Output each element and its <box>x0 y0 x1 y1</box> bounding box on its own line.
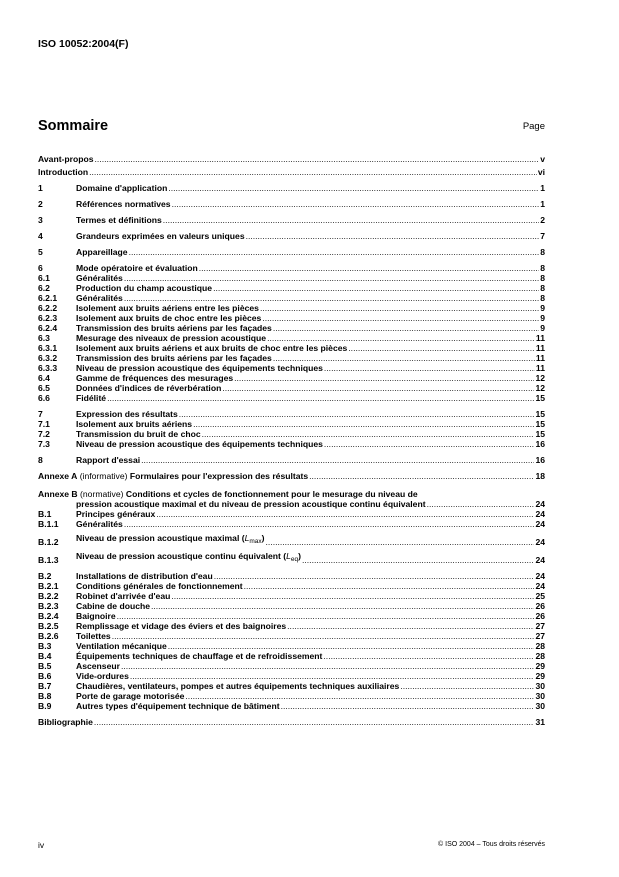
leader-dots <box>151 601 534 611</box>
toc-entry[interactable] <box>38 303 545 313</box>
toc-entry[interactable] <box>38 571 545 581</box>
toc-number: B.1 <box>38 509 52 519</box>
toc-page: 11 <box>535 363 545 373</box>
toc-page: 26 <box>535 601 545 611</box>
leader-dots <box>185 691 534 701</box>
leader-dots <box>107 393 534 403</box>
toc-entry[interactable] <box>38 154 545 164</box>
toc-page: 27 <box>535 621 545 631</box>
toc-title: Toilettes <box>76 631 111 641</box>
toc-entry[interactable] <box>38 283 545 293</box>
toc-page: 28 <box>535 651 545 661</box>
toc-page: 7 <box>540 231 545 241</box>
paren: ) <box>261 533 265 543</box>
leader-dots <box>273 353 535 363</box>
toc-page: 11 <box>535 333 545 343</box>
toc-entry[interactable] <box>38 393 545 403</box>
toc-page: 9 <box>540 303 545 313</box>
toc-entry[interactable] <box>38 631 545 641</box>
toc-entry[interactable] <box>38 343 545 353</box>
toc-page: 30 <box>535 701 545 711</box>
toc-title: Rapport d'essai <box>76 455 141 465</box>
leader-dots <box>156 509 534 519</box>
leader-dots <box>246 231 540 241</box>
leader-dots <box>129 247 540 257</box>
toc-page: 11 <box>535 343 545 353</box>
toc-title: Isolement aux bruits aériens et aux bruits de choc entre les pièces <box>76 343 348 353</box>
toc-number: 7.2 <box>38 429 50 439</box>
toc-number: 6.5 <box>38 383 50 393</box>
toc-entry[interactable] <box>38 293 545 303</box>
toc-number: 6.2.3 <box>38 313 58 323</box>
toc-page: 18 <box>535 471 545 481</box>
leader-dots <box>89 167 537 177</box>
toc-number: 6.3.3 <box>38 363 58 373</box>
leader-dots <box>348 343 535 353</box>
toc-title: Isolement aux bruits de choc entre les pièces <box>76 313 262 323</box>
leader-dots <box>214 571 535 581</box>
page-number: iv <box>38 840 45 850</box>
toc-number: B.9 <box>38 701 52 711</box>
toc-page: 8 <box>540 263 545 273</box>
toc-title: Production du champ acoustique <box>76 283 213 293</box>
toc-entry[interactable] <box>38 247 545 257</box>
toc-page: 16 <box>535 455 545 465</box>
toc-number: 6.2.2 <box>38 303 58 313</box>
toc-title: Introduction <box>38 167 89 177</box>
page-column-label: Page <box>522 121 545 132</box>
leader-dots <box>323 651 534 661</box>
symbol: L <box>286 551 291 561</box>
toc-page: v <box>540 154 545 164</box>
toc-entry[interactable] <box>38 601 545 611</box>
page-title: Sommaire <box>38 118 109 134</box>
toc-page: 8 <box>540 293 545 303</box>
toc-number: 2 <box>38 199 43 209</box>
toc-number: B.1.1 <box>38 519 59 529</box>
leader-dots <box>427 499 535 509</box>
toc-number: 7 <box>38 409 43 419</box>
annex-label: Annexe A <box>38 471 78 481</box>
toc-entry[interactable] <box>38 199 545 209</box>
toc-entry[interactable] <box>38 323 545 333</box>
toc-number: B.8 <box>38 691 52 701</box>
toc-entry[interactable] <box>38 363 545 373</box>
toc-entry[interactable] <box>38 611 545 621</box>
toc-entry[interactable] <box>38 353 545 363</box>
document-id: ISO 10052:2004(F) <box>38 38 129 50</box>
leader-dots <box>121 661 534 671</box>
leader-dots <box>202 429 535 439</box>
toc-entry[interactable] <box>38 671 545 681</box>
toc-page: 11 <box>535 353 545 363</box>
toc-number: B.6 <box>38 671 52 681</box>
toc-entry[interactable] <box>38 681 545 691</box>
toc-page: 1 <box>540 183 545 193</box>
toc-bibliography[interactable] <box>38 717 545 727</box>
toc-page: 12 <box>535 373 545 383</box>
toc-entry[interactable] <box>38 383 545 393</box>
toc-page: 29 <box>535 671 545 681</box>
leader-dots <box>302 555 534 565</box>
toc-page: 27 <box>535 631 545 641</box>
leader-dots <box>95 154 540 164</box>
toc-title: Cabine de douche <box>76 601 151 611</box>
toc-entry[interactable] <box>38 263 545 273</box>
toc-number: B.2.5 <box>38 621 59 631</box>
toc-page: 8 <box>540 247 545 257</box>
toc-page: 1 <box>540 199 545 209</box>
toc-entry[interactable] <box>38 429 545 439</box>
leader-dots <box>244 581 535 591</box>
toc-number: 6.3.2 <box>38 353 58 363</box>
toc-number: 6.2.1 <box>38 293 58 303</box>
toc-entry-b13[interactable] <box>38 553 545 565</box>
toc-page: vi <box>537 167 545 177</box>
leader-dots <box>262 313 539 323</box>
leader-dots <box>163 215 539 225</box>
toc-number: 6.6 <box>38 393 50 403</box>
toc-title: Chaudières, ventilateurs, pompes et autres équipements techniques auxiliaires <box>76 681 400 691</box>
toc-title: Ventilation mécanique <box>76 641 167 651</box>
toc-title: Conditions générales de fonctionnement <box>76 581 243 591</box>
toc-number: 4 <box>38 231 43 241</box>
toc-title: Isolement aux bruits aériens entre les pièces <box>76 303 259 313</box>
toc-title: Gamme de fréquences des mesurages <box>76 373 234 383</box>
toc-page: 15 <box>535 419 545 429</box>
toc-entry[interactable] <box>38 333 545 343</box>
toc-number: B.5 <box>38 661 52 671</box>
toc-page: 29 <box>535 661 545 671</box>
toc-entry[interactable] <box>38 273 545 283</box>
leader-dots <box>112 631 535 641</box>
toc-title: Équipements techniques de chauffage et de refroidissement <box>76 651 323 661</box>
toc-number: 6.1 <box>38 273 50 283</box>
toc-page: 15 <box>535 409 545 419</box>
annex-title: Formulaires pour l'expression des résultats <box>129 471 309 481</box>
toc-page: 9 <box>540 323 545 333</box>
toc-title: Mode opératoire et évaluation <box>76 263 198 273</box>
toc-entry[interactable] <box>38 691 545 701</box>
leader-dots <box>266 537 535 547</box>
toc-title: Données d'indices de réverbération <box>76 383 222 393</box>
toc-page: 24 <box>535 571 545 581</box>
toc-page: 25 <box>535 591 545 601</box>
toc-entry[interactable] <box>38 509 545 519</box>
toc-entry[interactable] <box>38 373 545 383</box>
toc-title: Bibliographie <box>38 717 93 727</box>
toc-title: Robinet d'arrivée d'eau <box>76 591 171 601</box>
leader-dots <box>309 471 534 481</box>
toc-title: Baignoire <box>76 611 116 621</box>
toc-page: 24 <box>535 519 545 529</box>
annex-title-line2: pression acoustique maximal et du niveau de pression acoustique continu équivalent <box>76 499 426 509</box>
leader-dots <box>222 383 534 393</box>
leader-dots <box>324 363 535 373</box>
leader-dots <box>179 409 535 419</box>
toc-number: B.1.3 <box>38 555 59 565</box>
leader-dots <box>94 717 535 727</box>
toc-entry[interactable] <box>38 215 545 225</box>
leader-dots <box>287 621 534 631</box>
toc-title: Niveau de pression acoustique des équipements techniques <box>76 439 323 449</box>
toc-page: 15 <box>535 393 545 403</box>
toc-page: 24 <box>535 555 545 565</box>
toc-number: 6.3.1 <box>38 343 58 353</box>
leader-dots <box>141 455 534 465</box>
toc-number: B.2.2 <box>38 591 59 601</box>
toc-number: B.2.4 <box>38 611 59 621</box>
toc-entry[interactable] <box>38 455 545 465</box>
toc-title: Références normatives <box>76 199 171 209</box>
toc-number: 6 <box>38 263 43 273</box>
toc-page: 24 <box>535 581 545 591</box>
toc-title: Termes et définitions <box>76 215 162 225</box>
toc-number: 6.2.4 <box>38 323 58 333</box>
leader-dots <box>199 263 539 273</box>
leader-dots <box>273 323 539 333</box>
toc-title: Généralités <box>76 519 123 529</box>
toc-page: 15 <box>535 429 545 439</box>
toc-entry[interactable] <box>38 167 545 177</box>
toc-number: B.2.6 <box>38 631 59 641</box>
toc-title: Généralités <box>76 273 123 283</box>
subscript: max <box>249 538 262 545</box>
toc-page: 8 <box>540 273 545 283</box>
leader-dots <box>168 641 535 651</box>
toc-number: 8 <box>38 455 43 465</box>
toc-title: Transmission du bruit de choc <box>76 429 201 439</box>
toc-number: 1 <box>38 183 43 193</box>
toc-entry[interactable] <box>38 661 545 671</box>
toc-number: B.7 <box>38 681 52 691</box>
toc-title: Niveau de pression acoustique continu équivalent ( <box>76 551 287 561</box>
toc-entry[interactable] <box>38 183 545 193</box>
leader-dots <box>260 303 539 313</box>
leader-dots <box>193 419 534 429</box>
toc-title: Niveau de pression acoustique maximal ( <box>76 533 245 543</box>
leader-dots <box>267 333 535 343</box>
leader-dots <box>124 519 535 529</box>
table-of-contents <box>38 154 545 727</box>
toc-annex-a[interactable] <box>38 471 545 481</box>
toc-page: 24 <box>535 537 545 547</box>
annex-kind: (normative) <box>80 489 124 499</box>
toc-entry[interactable] <box>38 581 545 591</box>
toc-title: Isolement aux bruits aériens <box>76 419 193 429</box>
leader-dots <box>213 283 539 293</box>
toc-entry[interactable] <box>38 313 545 323</box>
toc-page: 9 <box>540 313 545 323</box>
toc-entry-b12[interactable] <box>38 535 545 547</box>
toc-title: Autres types d'équipement technique de bâtiment <box>76 701 280 711</box>
toc-page: 28 <box>535 641 545 651</box>
toc-title: Niveau de pression acoustique des équipements techniques <box>76 363 323 373</box>
toc-entry[interactable] <box>38 409 545 419</box>
toc-page: 31 <box>535 717 545 727</box>
toc-number: 7.3 <box>38 439 50 449</box>
toc-entry[interactable] <box>38 519 545 529</box>
toc-entry[interactable] <box>38 621 545 631</box>
toc-page: 16 <box>535 439 545 449</box>
leader-dots <box>117 611 535 621</box>
toc-title: Ascenseur <box>76 661 120 671</box>
toc-number: 3 <box>38 215 43 225</box>
subscript: eq <box>290 556 299 563</box>
toc-title: Remplissage et vidage des éviers et des baignoires <box>76 621 287 631</box>
toc-title: Vide-ordures <box>76 671 129 681</box>
annex-title-line1: Conditions et cycles de fonctionnement pour le mesurage du niveau de <box>125 489 418 499</box>
toc-number: 6.4 <box>38 373 50 383</box>
toc-number: B.4 <box>38 651 52 661</box>
toc-page: 24 <box>535 499 545 509</box>
paren: ) <box>298 551 302 561</box>
toc-number: B.2.1 <box>38 581 59 591</box>
toc-title: Avant-propos <box>38 154 94 164</box>
toc-title: Domaine d'application <box>76 183 168 193</box>
annex-kind: (informative) <box>79 471 128 481</box>
toc-page: 2 <box>540 215 545 225</box>
toc-title: Transmission des bruits aériens par les façades <box>76 323 272 333</box>
toc-entry[interactable] <box>38 439 545 449</box>
toc-page: 12 <box>535 383 545 393</box>
annex-label: Annexe B <box>38 489 78 499</box>
leader-dots <box>172 199 540 209</box>
leader-dots <box>400 681 534 691</box>
toc-title: Porte de garage motorisée <box>76 691 185 701</box>
copyright: © ISO 2004 – Tous droits réservés <box>438 841 545 848</box>
toc-page: 24 <box>535 509 545 519</box>
leader-dots <box>324 439 535 449</box>
toc-title: Grandeurs exprimées en valeurs uniques <box>76 231 245 241</box>
toc-page: 8 <box>540 283 545 293</box>
toc-number: 5 <box>38 247 43 257</box>
leader-dots <box>124 293 539 303</box>
toc-number: B.2.3 <box>38 601 59 611</box>
toc-number: B.2 <box>38 571 52 581</box>
toc-entry[interactable] <box>38 591 545 601</box>
toc-title: Transmission des bruits aériens par les façades <box>76 353 272 363</box>
toc-entry[interactable] <box>38 641 545 651</box>
leader-dots <box>171 591 534 601</box>
leader-dots <box>168 183 539 193</box>
toc-page: 30 <box>535 681 545 691</box>
toc-title: Installations de distribution d'eau <box>76 571 213 581</box>
toc-title: Fidélité <box>76 393 107 403</box>
toc-number: B.1.2 <box>38 537 59 547</box>
toc-page: 30 <box>535 691 545 701</box>
toc-title: Appareillage <box>76 247 128 257</box>
toc-entry[interactable] <box>38 701 545 711</box>
toc-title: Principes généraux <box>76 509 156 519</box>
toc-entry[interactable] <box>38 231 545 241</box>
leader-dots <box>281 701 535 711</box>
toc-entry[interactable] <box>38 419 545 429</box>
leader-dots <box>234 373 534 383</box>
toc-number: 6.2 <box>38 283 50 293</box>
toc-title: Expression des résultats <box>76 409 178 419</box>
toc-page: 26 <box>535 611 545 621</box>
toc-annex-b[interactable] <box>38 489 545 509</box>
toc-entry[interactable] <box>38 651 545 661</box>
symbol: L <box>244 533 250 543</box>
toc-number: 6.3 <box>38 333 50 343</box>
toc-number: 7.1 <box>38 419 50 429</box>
toc-number: B.3 <box>38 641 52 651</box>
leader-dots <box>124 273 539 283</box>
leader-dots <box>130 671 535 681</box>
toc-title: Mesurage des niveaux de pression acoustique <box>76 333 267 343</box>
toc-title: Généralités <box>76 293 123 303</box>
